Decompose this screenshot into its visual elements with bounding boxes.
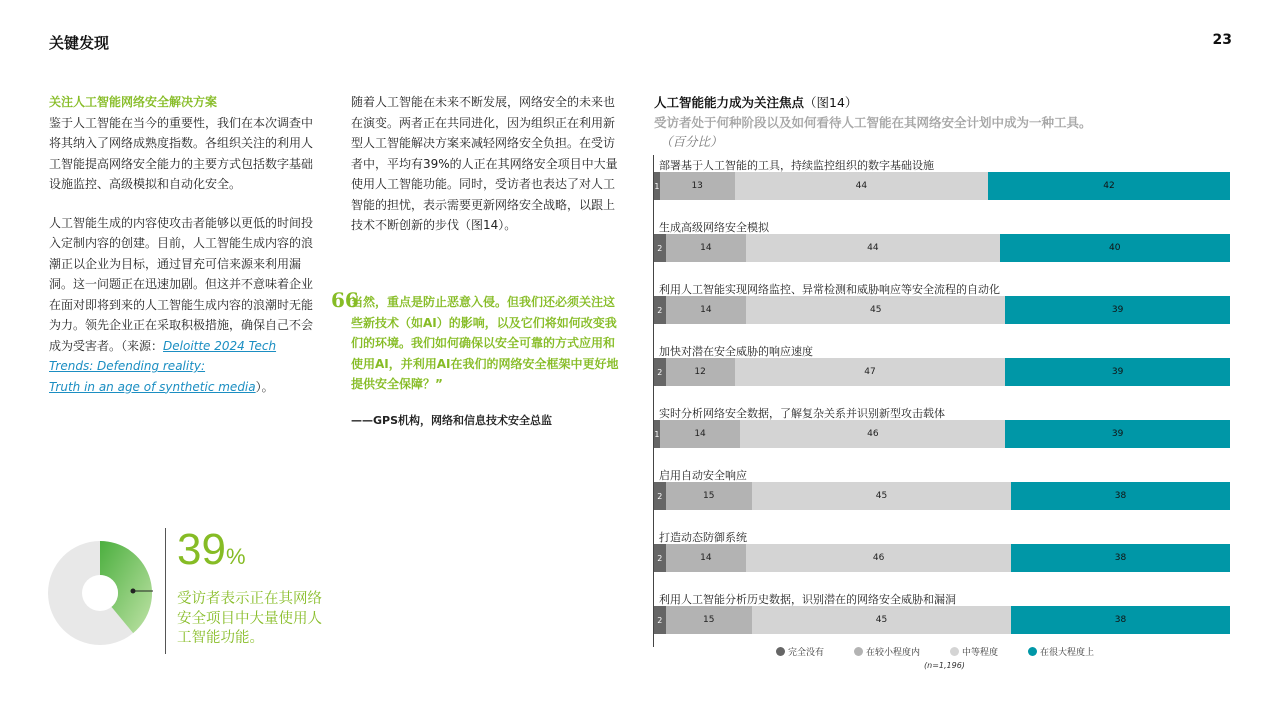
chart-axis-line [653,155,654,647]
divider-line [165,528,166,654]
segment-value: 2 [657,553,663,563]
bar-label: 启用自动安全响应 [659,469,747,482]
segment-value: 38 [1114,491,1127,501]
bar-segment [666,544,747,572]
segment-value: 2 [657,491,663,501]
paragraph-1: 鉴于人工智能在当今的重要性，我们在本次调查中将其纳入了网络成熟度指数。各组织关注的利用人工智能提高网络安全能力的主要方式包括数字基础设施监控、高级模拟和自动化安全。 [49,115,314,191]
segment-value: 40 [1109,243,1121,253]
bar-segment [1005,296,1230,324]
bar-segment [654,606,666,634]
bar-label: 利用人工智能实现网络监控、异常检测和威胁响应等安全流程的自动化 [659,283,1000,296]
donut-pointer-dot [131,589,136,594]
bar-segment [752,606,1011,634]
stat-unit: % [225,544,246,569]
bar-segment [735,172,988,200]
chart-title [654,93,857,111]
quote-mark-icon: 66 [331,288,359,312]
bar-segment [1000,234,1230,262]
bar-segment [654,234,666,262]
bar-segment [666,358,735,386]
bar-segment [666,606,752,634]
bar-segment [746,234,999,262]
paragraph-2-text: 人工智能生成的内容使攻击者能够以更低的时间投入定制内容的创建。目前，人工智能生成内容的浪潮正以企业为目标，通过冒充可信来源来利用漏洞。这一问题正在迅速加剧。但这并不意味着企业在面对即将到来的人工智能生成内容的浪潮时无能为力。领先企业正在采取积极措施，确保自己不会成为受害者。（来源： [49,215,314,353]
bar-segment [746,296,1005,324]
chart-subtitle: 受访者处于何种阶段以及如何看待人工智能在其网络安全计划中成为一种工具。 [654,115,1092,130]
subheading: 关注人工智能网络安全解决方案 [49,95,218,109]
stacked-bar [654,482,1230,510]
stacked-bar [654,234,1230,262]
chart-figure-ref: （图14） [804,95,858,110]
stat-donut [47,540,153,646]
stat-description: 受访者表示正在其网络安全项目中大量使用人工智能功能。 [177,591,322,646]
chart-legend [776,645,1094,658]
bar-segment [660,172,735,200]
segment-value: 45 [875,615,888,625]
legend-label: 在较小程度内 [866,648,921,658]
donut-chart [47,540,153,646]
bar-segment [666,482,752,510]
section-title: 关键发现 [49,34,110,52]
legend-swatch [854,647,863,656]
segment-value: 2 [657,243,663,253]
bar-label: 生成高级网络安全模拟 [659,221,769,234]
segment-value: 1 [654,181,660,191]
bar-segment [666,234,747,262]
legend-item [854,645,920,658]
paragraph-2-end: ）。 [255,379,274,394]
paragraph-2 [49,213,321,398]
legend-label: 在很大程度上 [1040,648,1095,658]
segment-value: 39 [1111,305,1124,315]
legend-swatch [950,647,959,656]
stat-number: 39 [177,525,226,574]
source-link-line-2[interactable]: Truth in an age of synthetic media [49,379,256,394]
segment-value: 2 [657,615,663,625]
stat-value [177,524,246,583]
legend-swatch [776,647,785,656]
bar-label: 实时分析网络安全数据，了解复杂关系并识别新型攻击载体 [659,407,945,420]
chart-title-text: 人工智能能力成为关注焦点 [654,95,805,110]
source-link-line-1[interactable]: Deloitte 2024 Tech Trends: Defending reality: [49,338,277,373]
legend-label: 中等程度 [962,648,999,658]
bar-segment [1011,544,1230,572]
segment-value: 15 [702,491,715,501]
bar-label: 利用人工智能分析历史数据，识别潜在的网络安全威胁和漏洞 [659,593,956,606]
segment-value: 13 [691,181,703,191]
pull-quote [331,288,623,395]
bar-segment [1005,358,1230,386]
segment-value: 45 [875,491,888,501]
bar-segment [654,544,666,572]
legend-item [950,645,998,658]
bar-segment [1011,606,1230,634]
bar-label: 打造动态防御系统 [659,531,747,544]
paragraph-3: 随着人工智能在未来不断发展，网络安全的未来也在演变。两者正在共同进化，因为组织正在利用新型人工智能解决方案来减轻网络安全负担。在受访者中，平均有39%的人正在其网络安全项目中大量使用人工智能功能。同时，受访者也表达了对人工智能的担忧，表示需要更新网络安全战略，以跟上技术不断创新的步伐（图14）。 [351,95,618,232]
segment-value: 42 [1103,181,1115,191]
sample-size-note: (n=1,196) [924,661,965,670]
segment-value: 15 [702,615,715,625]
segment-value: 39 [1111,429,1124,439]
segment-value: 14 [694,429,706,439]
left-column [49,92,321,415]
bar-segment [1011,482,1230,510]
bar-label: 加快对潜在安全威胁的响应速度 [659,345,813,358]
stacked-bar [654,606,1230,634]
segment-value: 38 [1114,553,1127,563]
bar-segment [746,544,1011,572]
segment-value: 14 [700,243,712,253]
bar-segment [654,358,666,386]
segment-value: 2 [657,305,663,315]
bar-segment [752,482,1011,510]
segment-value: 12 [694,367,706,377]
segment-value: 45 [870,305,882,315]
page-number: 23 [1212,32,1232,48]
segment-value: 38 [1114,615,1127,625]
stacked-bar [654,420,1230,448]
segment-value: 14 [700,305,712,315]
chart-unit-note: （百分比） [660,134,723,149]
bar-segment [740,420,1005,448]
bar-segment [1005,420,1230,448]
legend-item [776,645,824,658]
segment-value: 1 [654,429,660,439]
segment-value: 47 [864,367,876,377]
quote-attribution: ——GPS机构，网络和信息技术安全总监 [351,414,553,427]
segment-value: 39 [1111,367,1124,377]
segment-value: 46 [872,553,885,563]
stacked-bar [654,172,1230,200]
bar-segment [735,358,1006,386]
segment-value: 14 [700,553,712,563]
legend-swatch [1028,647,1037,656]
middle-column [351,92,623,236]
segment-value: 44 [867,243,879,253]
legend-item [1028,645,1094,658]
bar-segment [654,296,666,324]
stacked-bar [654,544,1230,572]
donut-hole [82,575,118,611]
bar-segment [660,420,741,448]
stacked-bar [654,358,1230,386]
segment-value: 46 [867,429,879,439]
bar-segment [654,482,666,510]
bar-segment [666,296,747,324]
quote-text: 当然，重点是防止恶意入侵。但我们还必须关注这些新技术（如AI）的影响，以及它们将如何改变我们的环境。我们如何确保以安全可靠的方式应用和使用AI，并利用AI在我们的网络安全框架中更好地提供安全保障？” [351,295,619,391]
segment-value: 2 [657,367,663,377]
segment-value: 44 [855,181,868,191]
bar-label: 部署基于人工智能的工具，持续监控组织的数字基础设施 [659,159,934,172]
bar-segment [988,172,1230,200]
legend-label: 完全没有 [788,648,825,658]
stacked-bar [654,296,1230,324]
